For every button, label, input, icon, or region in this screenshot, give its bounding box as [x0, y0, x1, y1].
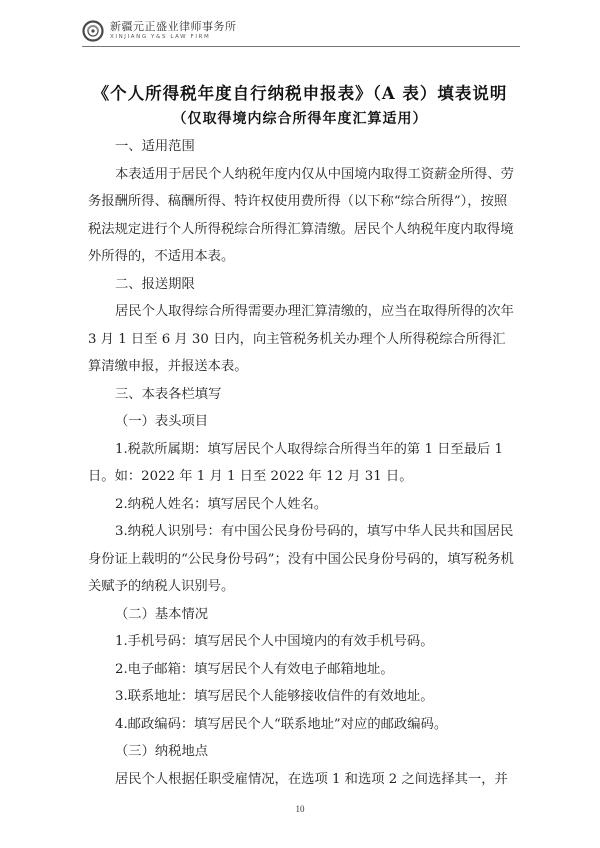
paragraph-scope: 本表适用于居民个人纳税年度内仅从中国境内取得工资薪金所得、劳务报酬所得、稿酬所得、特许权使用费所得（以下称“综合所得”），按照税法规定进行个人所得税综合所得汇算清缴。居民个人纳税年度内取得境外所得的，不适用本表。 [88, 166, 514, 264]
page-number: 10 [295, 804, 305, 814]
document-body [88, 133, 518, 793]
firm-name [110, 21, 237, 41]
paragraph-phone: 1.手机号码：填写居民个人中国境内的有效手机号码。 [115, 634, 434, 649]
firm-name-cn: 新疆元正盛业律师事务所 [110, 20, 237, 34]
subsection-heading-basic-info: （二）基本情况 [115, 606, 209, 622]
document-title: 《个人所得税年度自行纳税申报表》（A 表）填表说明 [92, 84, 508, 103]
section-heading-scope: 一、适用范围 [115, 139, 195, 154]
paragraph-address: 3.联系地址：填写居民个人能够接收信件的有效地址。 [115, 689, 434, 704]
subsection-heading-header: （一）表头项目 [115, 414, 209, 429]
firm-name-en: XINJIANG Y&S LAW FIRM [110, 34, 211, 41]
paragraph-deadline: 居民个人取得综合所得需要办理汇算清缴的，应当在取得所得的次年 3 月 1 日至 6 月 30 日内，向主管税务机关办理个人所得税综合所得汇算清缴申报，并报送本表。 [88, 304, 514, 374]
section-heading-deadline: 二、报送期限 [115, 276, 195, 292]
document-subtitle: （仅取得境内综合所得年度汇算适用） [172, 111, 428, 127]
paragraph-tax-location: 居民个人根据任职受雇情况，在选项 1 和选项 2 之间选择其一，并 [115, 771, 508, 787]
paragraph-email: 2.电子邮箱：填写居民个人有效电子邮箱地址。 [115, 661, 394, 677]
paragraph-taxpayer-name: 2.纳税人姓名：填写居民个人姓名。 [115, 496, 328, 512]
paragraph-taxpayer-id: 3.纳税人识别号：有中国公民身份号码的，填写中华人民共和国居民身份证上载明的“公民身份号码”；没有中国公民身份号码的，填写税务机关赋予的纳税人识别号。 [88, 524, 514, 594]
law-firm-logo-icon [82, 20, 104, 42]
paragraph-tax-period: 1.税款所属期：填写居民个人取得综合所得当年的第 1 日至最后 1 日。如：2022 年 1 月 1 日至 2022 年 12 月 31 日。 [88, 441, 504, 484]
section-heading-fields: 三、本表各栏填写 [115, 386, 222, 402]
paragraph-postcode: 4.邮政编码：填写居民个人“联系地址”对应的邮政编码。 [115, 716, 448, 732]
header-divider [82, 46, 520, 47]
subsection-heading-tax-location: （三）纳税地点 [115, 744, 209, 759]
document-header [82, 14, 237, 48]
